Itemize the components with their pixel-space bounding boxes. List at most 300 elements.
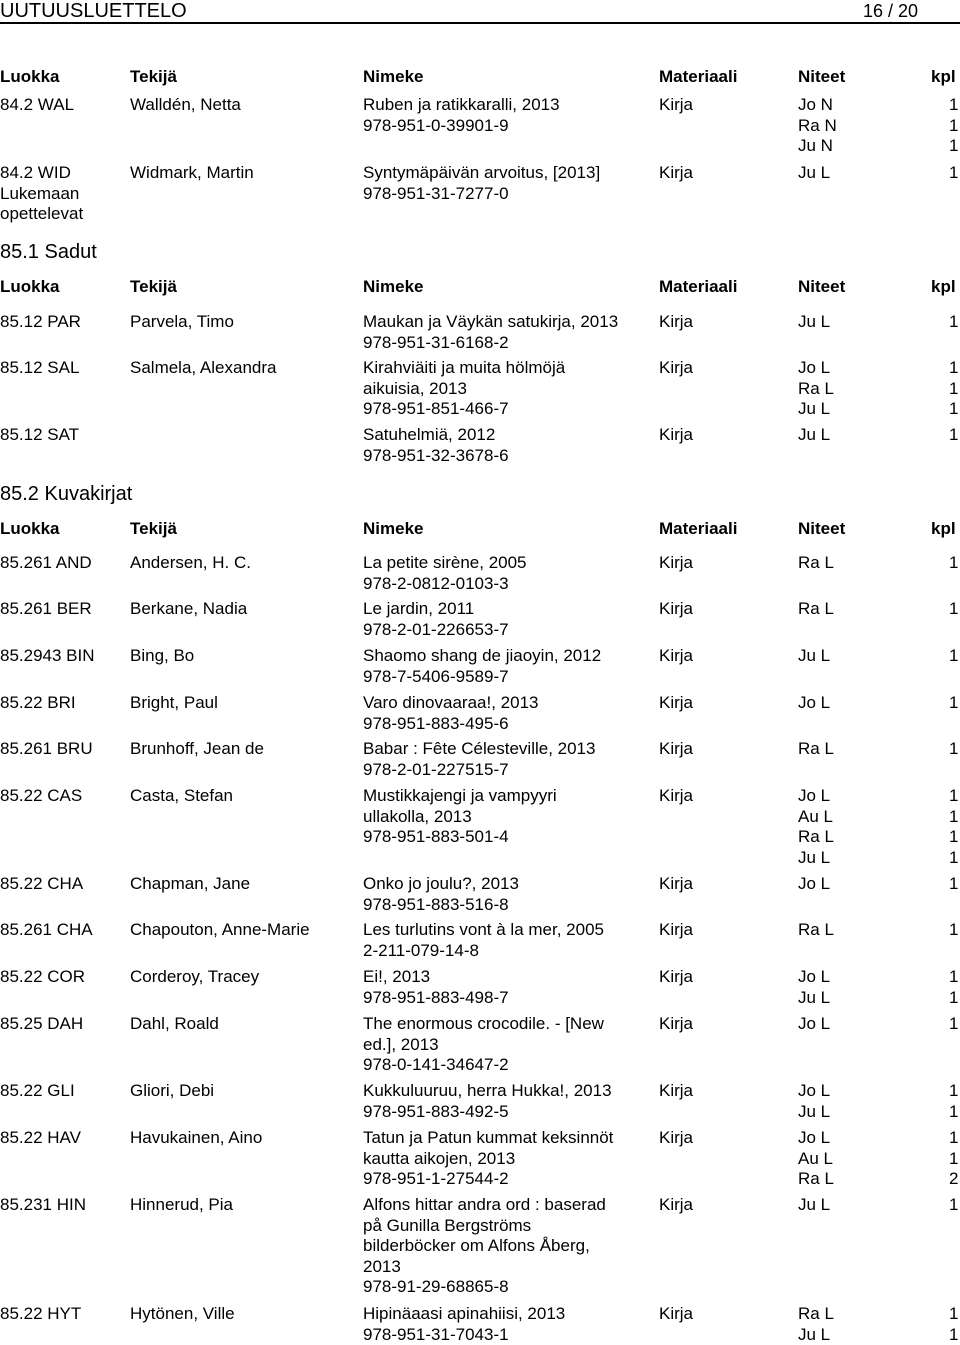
cell-tekija xyxy=(130,599,247,620)
cell-line: Kirja xyxy=(659,553,693,574)
cell-tekija xyxy=(130,874,250,895)
cell-kpl xyxy=(949,874,958,895)
cell-line: Shaomo shang de jiaoyin, 2012 xyxy=(363,646,601,667)
cell-line: Kirja xyxy=(659,599,693,620)
cell-line: Gliori, Debi xyxy=(130,1081,214,1102)
cell-nimeke xyxy=(363,646,601,687)
cell-line: Hipinäaasi apinahiisi, 2013 xyxy=(363,1304,565,1325)
cell-line: 1 xyxy=(949,1102,958,1123)
cell-line: Corderoy, Tracey xyxy=(130,967,259,988)
cell-line: Kirja xyxy=(659,1304,693,1325)
cell-line: Ra L xyxy=(798,599,834,620)
cell-line: 1 xyxy=(949,399,958,420)
cell-line: Ra L xyxy=(798,739,834,760)
cell-kpl xyxy=(949,739,958,760)
cell-materiaali xyxy=(659,358,693,379)
cell-line: 85.12 PAR xyxy=(0,312,81,333)
cell-kpl xyxy=(949,553,958,574)
cell-tekija xyxy=(130,163,254,184)
cell-kpl xyxy=(949,1081,958,1122)
cell-line: The enormous crocodile. - [New xyxy=(363,1014,604,1035)
cell-line: Kirja xyxy=(659,163,693,184)
cell-materiaali xyxy=(659,163,693,184)
cell-tekija xyxy=(130,646,194,667)
cell-nimeke xyxy=(363,312,618,353)
cell-line: 1 xyxy=(949,786,958,807)
cell-niteet xyxy=(798,553,834,574)
cell-niteet xyxy=(798,312,830,333)
cell-line: 1 xyxy=(949,646,958,667)
cell-line: Bright, Paul xyxy=(130,693,218,714)
cell-nimeke xyxy=(363,95,560,136)
cell-line: Au L xyxy=(798,807,834,828)
cell-line: 978-7-5406-9589-7 xyxy=(363,667,601,688)
cell-nimeke xyxy=(363,599,509,640)
cell-niteet xyxy=(798,874,830,895)
cell-line: aikuisia, 2013 xyxy=(363,379,565,400)
cell-line: Mustikkajengi ja vampyyri xyxy=(363,786,557,807)
cell-nimeke xyxy=(363,553,527,594)
cell-line: 85.261 CHA xyxy=(0,920,93,941)
cell-luokka xyxy=(0,967,85,988)
cell-line: Dahl, Roald xyxy=(130,1014,219,1035)
cell-line: Kukkuluuruu, herra Hukka!, 2013 xyxy=(363,1081,612,1102)
cell-tekija xyxy=(130,553,251,574)
cell-line: Andersen, H. C. xyxy=(130,553,251,574)
cell-line: Havukainen, Aino xyxy=(130,1128,262,1149)
cell-tekija xyxy=(130,1128,262,1149)
cell-nimeke xyxy=(363,967,509,1008)
cell-nimeke xyxy=(363,739,595,780)
cell-line: 978-2-0812-0103-3 xyxy=(363,574,527,595)
cell-luokka xyxy=(0,874,83,895)
cell-kpl xyxy=(949,95,958,157)
cell-line: Ju L xyxy=(798,988,830,1009)
cell-luokka xyxy=(0,425,79,446)
cell-line: 84.2 WID xyxy=(0,163,83,184)
cell-line: 2-211-079-14-8 xyxy=(363,941,604,962)
cell-line: 978-2-01-226653-7 xyxy=(363,620,509,641)
cell-line: 978-951-31-6168-2 xyxy=(363,333,618,354)
cell-line: 1 xyxy=(949,163,958,184)
cell-niteet xyxy=(798,1195,830,1216)
column-header-luokka: Luokka xyxy=(0,67,60,88)
cell-niteet xyxy=(798,920,834,941)
cell-niteet xyxy=(798,425,830,446)
cell-nimeke xyxy=(363,1195,606,1298)
cell-line: 1 xyxy=(949,1128,958,1149)
column-header-luokka: Luokka xyxy=(0,277,60,298)
cell-line: 85.12 SAL xyxy=(0,358,79,379)
cell-niteet xyxy=(798,1304,834,1345)
cell-line: på Gunilla Bergströms xyxy=(363,1216,606,1237)
cell-line: Kirja xyxy=(659,786,693,807)
cell-line: 978-951-0-39901-9 xyxy=(363,116,560,137)
cell-materiaali xyxy=(659,786,693,807)
cell-materiaali xyxy=(659,739,693,760)
cell-line: Casta, Stefan xyxy=(130,786,233,807)
cell-materiaali xyxy=(659,920,693,941)
cell-materiaali xyxy=(659,1304,693,1325)
column-header-tekija: Tekijä xyxy=(130,519,177,540)
cell-kpl xyxy=(949,425,958,446)
cell-line: 1 xyxy=(949,920,958,941)
cell-materiaali xyxy=(659,1014,693,1035)
cell-nimeke xyxy=(363,163,600,204)
cell-materiaali xyxy=(659,1081,693,1102)
cell-line: 1 xyxy=(949,739,958,760)
cell-line: Jo L xyxy=(798,693,830,714)
cell-tekija xyxy=(130,967,259,988)
cell-luokka xyxy=(0,312,81,333)
cell-line: Chapouton, Anne-Marie xyxy=(130,920,310,941)
cell-line: 1 xyxy=(949,807,958,828)
cell-materiaali xyxy=(659,693,693,714)
cell-niteet xyxy=(798,1014,830,1035)
cell-niteet xyxy=(798,646,830,667)
cell-tekija xyxy=(130,312,234,333)
cell-tekija xyxy=(130,1014,219,1035)
cell-nimeke xyxy=(363,874,519,915)
cell-tekija xyxy=(130,1304,235,1325)
cell-tekija xyxy=(130,920,310,941)
cell-kpl xyxy=(949,599,958,620)
cell-line: 1 xyxy=(949,136,958,157)
cell-tekija xyxy=(130,95,241,116)
cell-materiaali xyxy=(659,425,693,446)
cell-materiaali xyxy=(659,553,693,574)
cell-kpl xyxy=(949,358,958,420)
cell-line: 85.22 HAV xyxy=(0,1128,81,1149)
cell-line: 978-951-883-492-5 xyxy=(363,1102,612,1123)
cell-line: 978-951-883-501-4 xyxy=(363,827,557,848)
cell-line: Kirja xyxy=(659,920,693,941)
cell-nimeke xyxy=(363,1014,604,1076)
cell-line: 978-951-851-466-7 xyxy=(363,399,565,420)
cell-line: Salmela, Alexandra xyxy=(130,358,276,379)
column-header-materiaali: Materiaali xyxy=(659,277,737,298)
cell-line: Walldén, Netta xyxy=(130,95,241,116)
cell-kpl xyxy=(949,312,958,333)
cell-line: Au L xyxy=(798,1149,834,1170)
cell-line: bilderböcker om Alfons Åberg, xyxy=(363,1236,606,1257)
column-header-tekija: Tekijä xyxy=(130,277,177,298)
cell-line: 85.22 GLI xyxy=(0,1081,75,1102)
cell-luokka xyxy=(0,1195,86,1216)
page-number: 16 / 20 xyxy=(863,0,918,22)
cell-line: Kirja xyxy=(659,358,693,379)
cell-line: Ra N xyxy=(798,116,837,137)
cell-nimeke xyxy=(363,1081,612,1122)
cell-materiaali xyxy=(659,1195,693,1216)
cell-line: Kirja xyxy=(659,1081,693,1102)
cell-line: 85.12 SAT xyxy=(0,425,79,446)
cell-line: 1 xyxy=(949,827,958,848)
cell-line: Le jardin, 2011 xyxy=(363,599,509,620)
column-header-niteet: Niteet xyxy=(798,67,845,88)
cell-line: Babar : Fête Célesteville, 2013 xyxy=(363,739,595,760)
cell-luokka xyxy=(0,1081,75,1102)
cell-line: Ju N xyxy=(798,136,837,157)
cell-line: 85.22 CHA xyxy=(0,874,83,895)
cell-line: Hytönen, Ville xyxy=(130,1304,235,1325)
cell-line: Ju L xyxy=(798,646,830,667)
cell-line: Kirja xyxy=(659,425,693,446)
cell-line: 1 xyxy=(949,874,958,895)
cell-nimeke xyxy=(363,920,604,961)
cell-luokka xyxy=(0,358,79,379)
cell-line: 978-951-31-7043-1 xyxy=(363,1325,565,1345)
cell-line: Widmark, Martin xyxy=(130,163,254,184)
cell-line: Ra L xyxy=(798,553,834,574)
column-header-tekija: Tekijä xyxy=(130,67,177,88)
cell-line: 978-2-01-227515-7 xyxy=(363,760,595,781)
cell-line: Maukan ja Väykän satukirja, 2013 xyxy=(363,312,618,333)
cell-line: Jo N xyxy=(798,95,837,116)
cell-line: 85.22 COR xyxy=(0,967,85,988)
cell-luokka xyxy=(0,163,83,225)
cell-line: 85.25 DAH xyxy=(0,1014,83,1035)
cell-tekija xyxy=(130,693,218,714)
cell-materiaali xyxy=(659,967,693,988)
column-header-kpl: kpl xyxy=(931,277,956,298)
cell-tekija xyxy=(130,786,233,807)
cell-tekija xyxy=(130,1081,214,1102)
cell-line: 85.231 HIN xyxy=(0,1195,86,1216)
page-title: UUTUUSLUETTELO xyxy=(0,0,187,22)
cell-line: 2 xyxy=(949,1169,958,1190)
cell-line: Jo L xyxy=(798,786,834,807)
cell-line: 978-951-32-3678-6 xyxy=(363,446,509,467)
cell-line: Ra L xyxy=(798,827,834,848)
cell-luokka xyxy=(0,1014,83,1035)
cell-line: Kirja xyxy=(659,95,693,116)
cell-luokka xyxy=(0,786,82,807)
cell-kpl xyxy=(949,786,958,868)
cell-line: 1 xyxy=(949,848,958,869)
cell-line: Chapman, Jane xyxy=(130,874,250,895)
cell-line: Ju L xyxy=(798,425,830,446)
cell-line: Jo L xyxy=(798,874,830,895)
cell-line: Kirja xyxy=(659,874,693,895)
cell-tekija xyxy=(130,358,276,379)
cell-luokka xyxy=(0,920,93,941)
cell-line: 1 xyxy=(949,425,958,446)
cell-line: 85.22 HYT xyxy=(0,1304,81,1325)
column-header-nimeke: Nimeke xyxy=(363,67,423,88)
cell-line: Jo L xyxy=(798,358,834,379)
cell-niteet xyxy=(798,95,837,157)
cell-line: 978-951-1-27544-2 xyxy=(363,1169,613,1190)
cell-kpl xyxy=(949,693,958,714)
column-header-nimeke: Nimeke xyxy=(363,277,423,298)
cell-line: 1 xyxy=(949,599,958,620)
cell-line: Ra L xyxy=(798,920,834,941)
cell-line: 1 xyxy=(949,693,958,714)
column-header-luokka: Luokka xyxy=(0,519,60,540)
cell-line: Kirja xyxy=(659,967,693,988)
cell-line: 1 xyxy=(949,358,958,379)
cell-line: Parvela, Timo xyxy=(130,312,234,333)
section-heading: 85.1 Sadut xyxy=(0,240,97,264)
cell-line: Kirja xyxy=(659,1014,693,1035)
cell-line: 2013 xyxy=(363,1257,606,1278)
column-header-niteet: Niteet xyxy=(798,277,845,298)
cell-luokka xyxy=(0,1304,81,1325)
cell-line: Brunhoff, Jean de xyxy=(130,739,264,760)
cell-materiaali xyxy=(659,874,693,895)
column-header-materiaali: Materiaali xyxy=(659,67,737,88)
cell-line: Ju L xyxy=(798,312,830,333)
cell-line: 1 xyxy=(949,967,958,988)
column-header-kpl: kpl xyxy=(931,519,956,540)
cell-line: Kirja xyxy=(659,1195,693,1216)
cell-line: Ra L xyxy=(798,1169,834,1190)
cell-line: Hinnerud, Pia xyxy=(130,1195,233,1216)
cell-niteet xyxy=(798,786,834,868)
cell-luokka xyxy=(0,739,93,760)
cell-line: Onko jo joulu?, 2013 xyxy=(363,874,519,895)
cell-luokka xyxy=(0,553,92,574)
cell-line: Kirja xyxy=(659,739,693,760)
cell-niteet xyxy=(798,163,830,184)
cell-line: 1 xyxy=(949,1195,958,1216)
cell-line: 978-0-141-34647-2 xyxy=(363,1055,604,1076)
cell-luokka xyxy=(0,1128,81,1149)
cell-line: Syntymäpäivän arvoitus, [2013] xyxy=(363,163,600,184)
cell-line: 1 xyxy=(949,95,958,116)
cell-line: Jo L xyxy=(798,1128,834,1149)
cell-nimeke xyxy=(363,1304,565,1345)
cell-kpl xyxy=(949,967,958,1008)
cell-line: Kirja xyxy=(659,312,693,333)
page-header xyxy=(0,0,960,24)
cell-line: Satuhelmiä, 2012 xyxy=(363,425,509,446)
cell-line: Les turlutins vont à la mer, 2005 xyxy=(363,920,604,941)
cell-line: 1 xyxy=(949,116,958,137)
cell-line: ullakolla, 2013 xyxy=(363,807,557,828)
cell-line: 85.261 AND xyxy=(0,553,92,574)
cell-line: 1 xyxy=(949,379,958,400)
cell-line: 978-951-31-7277-0 xyxy=(363,184,600,205)
cell-niteet xyxy=(798,693,830,714)
cell-line: kautta aikojen, 2013 xyxy=(363,1149,613,1170)
cell-line: Lukemaan xyxy=(0,184,83,205)
section-heading: 85.2 Kuvakirjat xyxy=(0,482,132,506)
cell-line: Ju L xyxy=(798,163,830,184)
cell-kpl xyxy=(949,1195,958,1216)
cell-line: Kirja xyxy=(659,1128,693,1149)
cell-line: La petite sirène, 2005 xyxy=(363,553,527,574)
cell-line: 1 xyxy=(949,1081,958,1102)
cell-line: opettelevat xyxy=(0,204,83,225)
cell-niteet xyxy=(798,967,830,1008)
cell-line: 1 xyxy=(949,1304,958,1325)
cell-kpl xyxy=(949,1304,958,1345)
cell-line: 85.22 CAS xyxy=(0,786,82,807)
cell-luokka xyxy=(0,693,76,714)
cell-line: Kirja xyxy=(659,646,693,667)
cell-line: Ra L xyxy=(798,379,834,400)
cell-line: Kirahviäiti ja muita hölmöjä xyxy=(363,358,565,379)
cell-kpl xyxy=(949,1128,958,1190)
cell-tekija xyxy=(130,739,264,760)
cell-line: 85.2943 BIN xyxy=(0,646,95,667)
cell-materiaali xyxy=(659,646,693,667)
cell-niteet xyxy=(798,599,834,620)
cell-kpl xyxy=(949,1014,958,1035)
column-header-nimeke: Nimeke xyxy=(363,519,423,540)
cell-line: 978-951-883-516-8 xyxy=(363,895,519,916)
cell-nimeke xyxy=(363,1128,613,1190)
cell-line: Jo L xyxy=(798,967,830,988)
cell-materiaali xyxy=(659,312,693,333)
column-header-kpl: kpl xyxy=(931,67,956,88)
cell-line: Alfons hittar andra ord : baserad xyxy=(363,1195,606,1216)
cell-line: Jo L xyxy=(798,1014,830,1035)
cell-line: 84.2 WAL xyxy=(0,95,74,116)
cell-line: 978-91-29-68865-8 xyxy=(363,1277,606,1298)
cell-line: Ju L xyxy=(798,1195,830,1216)
cell-line: 85.261 BER xyxy=(0,599,92,620)
cell-tekija xyxy=(130,1195,233,1216)
cell-line: Ju L xyxy=(798,1325,834,1345)
cell-line: Ra L xyxy=(798,1304,834,1325)
cell-line: 978-951-883-498-7 xyxy=(363,988,509,1009)
cell-line: Ju L xyxy=(798,399,834,420)
cell-line: ed.], 2013 xyxy=(363,1035,604,1056)
cell-line: Tatun ja Patun kummat keksinnöt xyxy=(363,1128,613,1149)
cell-line: 978-951-883-495-6 xyxy=(363,714,538,735)
cell-luokka xyxy=(0,599,92,620)
cell-line: 1 xyxy=(949,988,958,1009)
cell-nimeke xyxy=(363,425,509,466)
column-header-materiaali: Materiaali xyxy=(659,519,737,540)
cell-line: Jo L xyxy=(798,1081,830,1102)
cell-materiaali xyxy=(659,599,693,620)
cell-nimeke xyxy=(363,786,557,848)
cell-kpl xyxy=(949,646,958,667)
cell-line: 85.22 BRI xyxy=(0,693,76,714)
cell-luokka xyxy=(0,646,95,667)
cell-line: 1 xyxy=(949,1014,958,1035)
cell-line: Bing, Bo xyxy=(130,646,194,667)
cell-luokka xyxy=(0,95,74,116)
cell-kpl xyxy=(949,920,958,941)
cell-niteet xyxy=(798,1081,830,1122)
cell-line: Ju L xyxy=(798,1102,830,1123)
cell-line: Varo dinovaaraa!, 2013 xyxy=(363,693,538,714)
cell-materiaali xyxy=(659,95,693,116)
cell-line: 1 xyxy=(949,553,958,574)
cell-niteet xyxy=(798,1128,834,1190)
cell-line: 1 xyxy=(949,1325,958,1345)
cell-line: Kirja xyxy=(659,693,693,714)
cell-line: Ruben ja ratikkaralli, 2013 xyxy=(363,95,560,116)
cell-line: Ju L xyxy=(798,848,834,869)
cell-line: 1 xyxy=(949,312,958,333)
cell-line: 1 xyxy=(949,1149,958,1170)
cell-nimeke xyxy=(363,358,565,420)
column-header-niteet: Niteet xyxy=(798,519,845,540)
cell-line: Ei!, 2013 xyxy=(363,967,509,988)
cell-line: Berkane, Nadia xyxy=(130,599,247,620)
cell-nimeke xyxy=(363,693,538,734)
cell-niteet xyxy=(798,739,834,760)
cell-kpl xyxy=(949,163,958,184)
cell-niteet xyxy=(798,358,834,420)
cell-materiaali xyxy=(659,1128,693,1149)
